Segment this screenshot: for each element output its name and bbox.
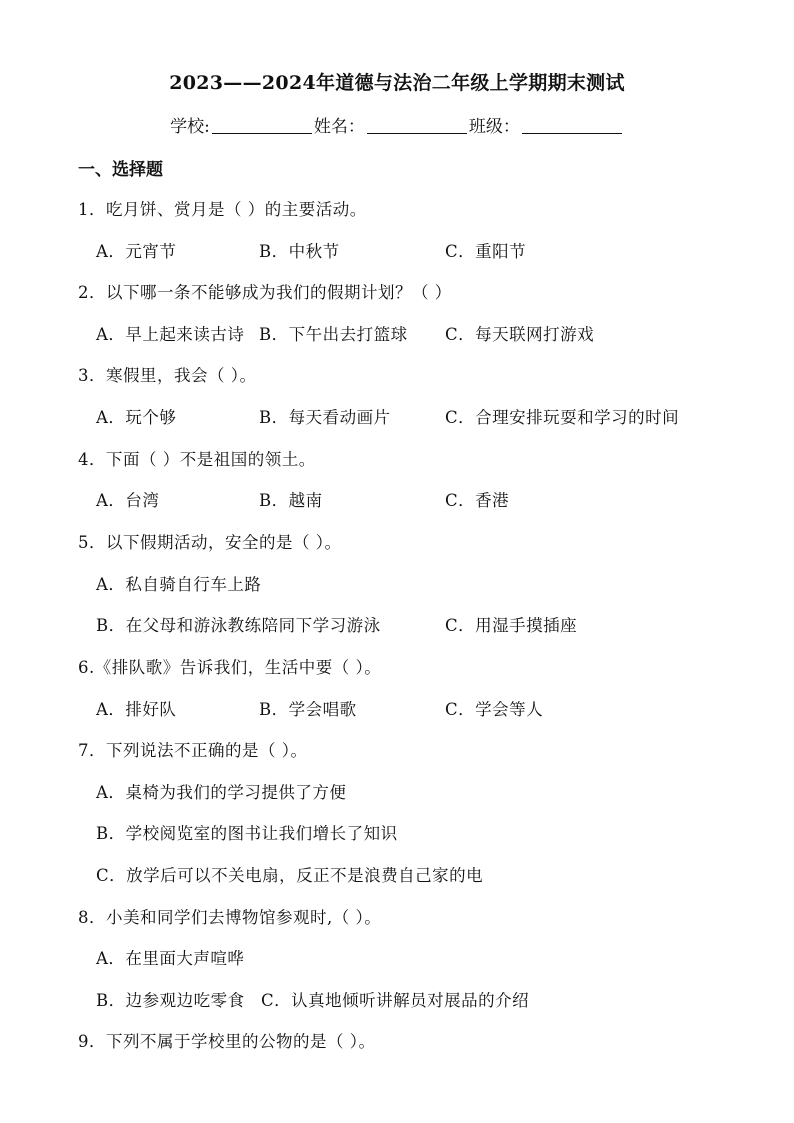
question-4-stem: 4．下面（ ）不是祖国的领土。 <box>78 450 316 469</box>
question-6-stem: 6.《排队歌》告诉我们，生活中要（ ）。 <box>78 658 382 677</box>
question-7-stem: 7．下列说法不正确的是（ ）。 <box>78 741 308 760</box>
question-8-option-b[interactable]: B．边参观边吃零食 <box>96 991 245 1010</box>
question-7-option-a[interactable]: A．桌椅为我们的学习提供了方便 <box>96 783 347 802</box>
name-label: 姓名： <box>313 117 365 137</box>
question-5-stem: 5．以下假期活动，安全的是（ ）。 <box>78 533 342 552</box>
question-8-option-a[interactable]: A．在里面大声喧哗 <box>96 949 245 968</box>
name-blank[interactable] <box>367 117 467 134</box>
question-4-option-a[interactable]: A．台湾 <box>96 491 160 510</box>
class-blank[interactable] <box>522 117 622 134</box>
question-9-stem: 9．下列不属于学校里的公物的是（ ）。 <box>78 1032 376 1051</box>
class-label: 班级： <box>468 117 520 137</box>
question-8-stem: 8．小美和同学们去博物馆参观时,（ ）。 <box>78 908 382 927</box>
question-5-option-b[interactable]: B．在父母和游泳教练陪同下学习游泳 <box>96 616 381 635</box>
question-6-option-c[interactable]: C．学会等人 <box>445 700 544 719</box>
question-5-option-a[interactable]: A．私自骑自行车上路 <box>96 575 262 594</box>
school-label: 学校: <box>170 117 210 137</box>
question-4-option-b[interactable]: B．越南 <box>259 491 323 510</box>
question-5-option-c[interactable]: C．用湿手摸插座 <box>445 616 578 635</box>
question-1-option-b[interactable]: B．中秋节 <box>259 242 340 261</box>
question-1-stem: 1．吃月饼、赏月是（ ）的主要活动。 <box>78 200 367 219</box>
question-3-option-c[interactable]: C．合理安排玩耍和学习的时间 <box>445 408 680 427</box>
question-7-option-b[interactable]: B．学校阅览室的图书让我们增长了知识 <box>96 824 398 843</box>
question-4-option-c[interactable]: C．香港 <box>445 491 510 510</box>
question-2-option-b[interactable]: B．下午出去打篮球 <box>259 325 408 344</box>
question-3-option-b[interactable]: B．每天看动画片 <box>259 408 391 427</box>
question-2-stem: 2．以下哪一条不能够成为我们的假期计划？（ ） <box>78 283 452 302</box>
question-7-option-c[interactable]: C．放学后可以不关电扇，反正不是浪费自己家的电 <box>96 866 484 885</box>
question-1-option-c[interactable]: C．重阳节 <box>445 242 527 261</box>
section-heading: 一、选择题 <box>78 160 163 180</box>
student-info-line <box>0 112 794 137</box>
question-3-stem: 3．寒假里，我会（ ）。 <box>78 366 257 385</box>
question-2-option-c[interactable]: C．每天联网打游戏 <box>445 325 595 344</box>
question-2-option-a[interactable]: A．早上起来读古诗 <box>96 325 245 344</box>
question-6-option-b[interactable]: B．学会唱歌 <box>259 700 357 719</box>
question-8-option-c[interactable]: C．认真地倾听讲解员对展品的介绍 <box>261 991 530 1010</box>
question-3-option-a[interactable]: A．玩个够 <box>96 408 177 427</box>
question-6-option-a[interactable]: A．排好队 <box>96 700 177 719</box>
exam-title: 2023——2024年道德与法治二年级上学期期末测试 <box>169 72 625 94</box>
school-blank[interactable] <box>212 117 312 134</box>
question-1-option-a[interactable]: A．元宵节 <box>96 242 177 261</box>
